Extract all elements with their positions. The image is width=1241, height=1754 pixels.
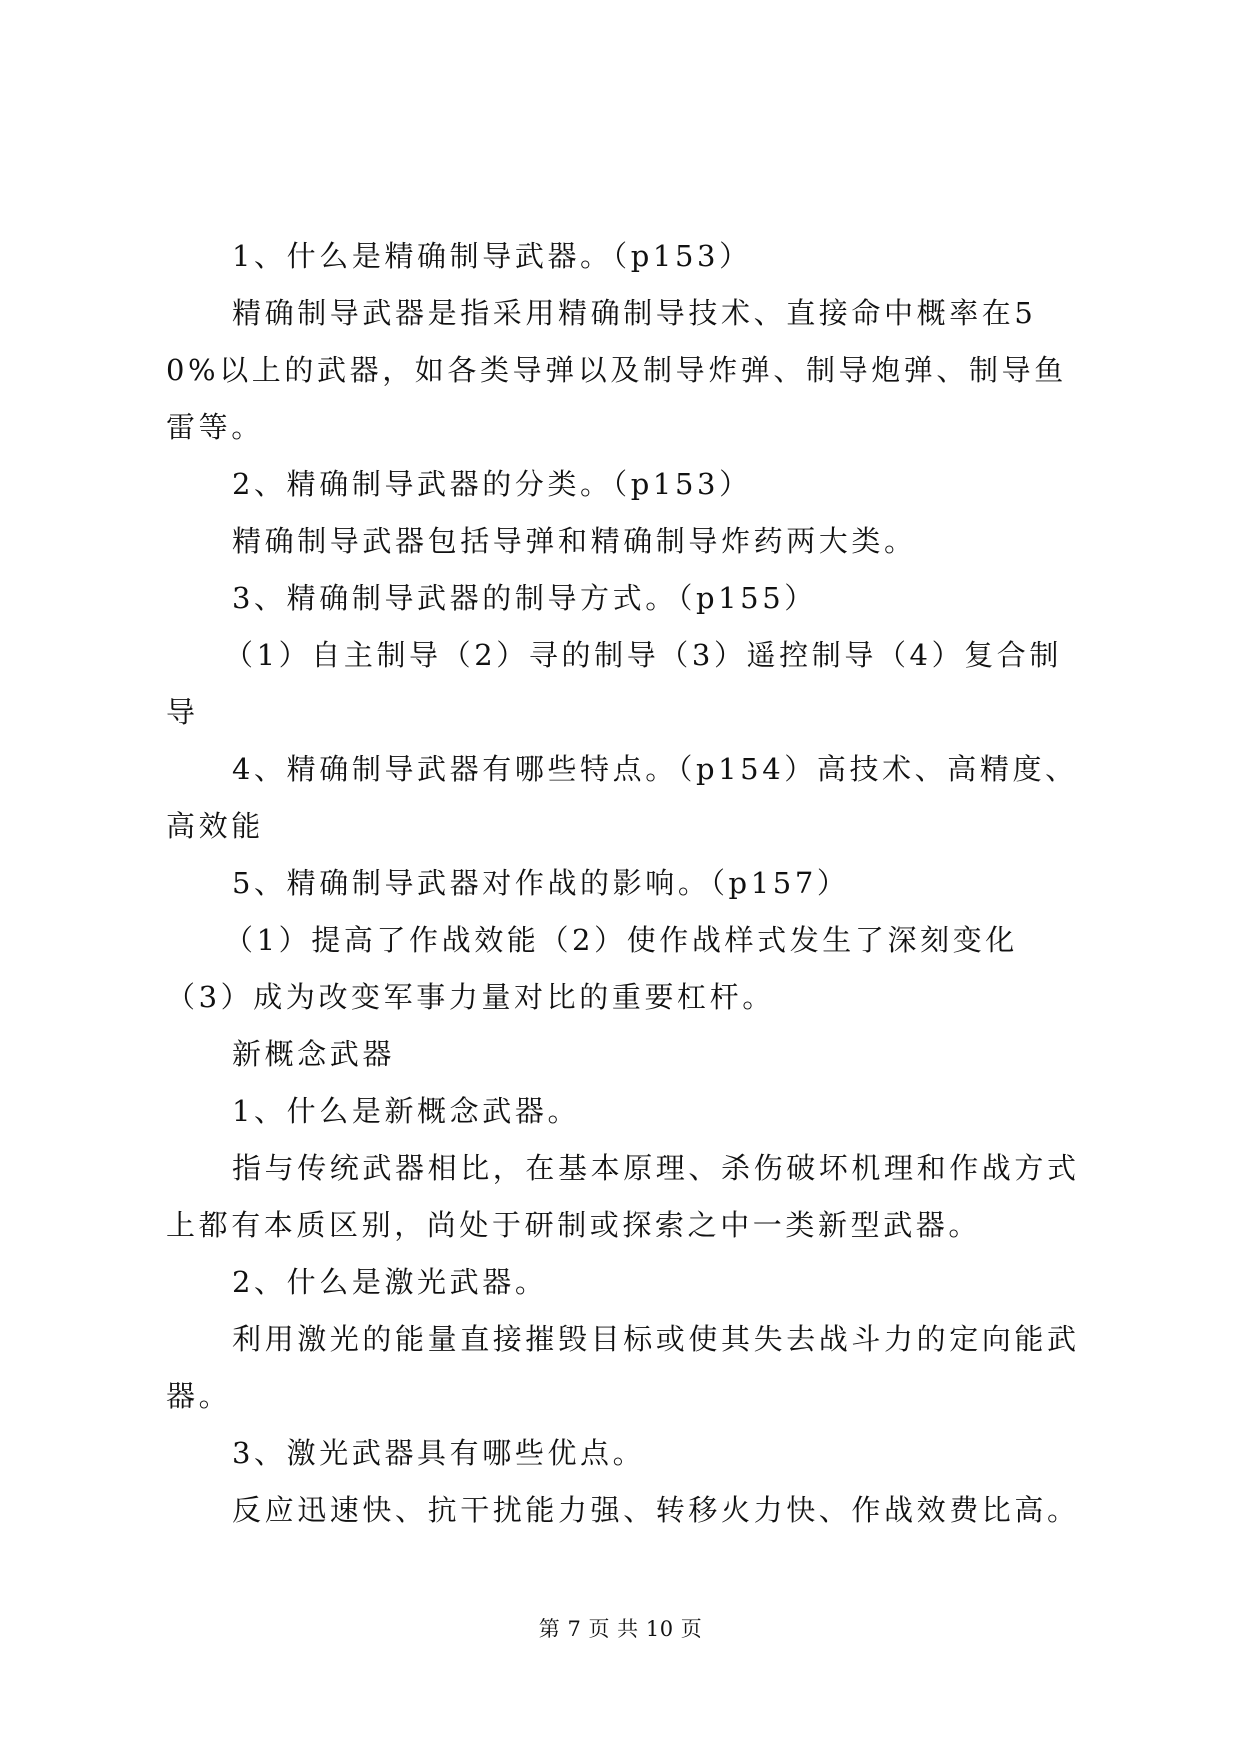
question-4-paragraph: 4、精确制导武器有哪些特点。（p154）高技术、高精度、高效能: [166, 752, 1078, 843]
answer-2-paragraph: 精确制导武器包括导弹和精确制导炸药两大类。: [232, 524, 917, 558]
question-5-heading: 5、精确制导武器对作战的影响。（p157）: [232, 866, 850, 900]
answer-new-2-paragraph: 利用激光的能量直接摧毁目标或使其失去战斗力的定向能武器。: [166, 1322, 1080, 1413]
question-2-heading: 2、精确制导武器的分类。（p153）: [232, 467, 752, 501]
section-heading-new-concept-weapons: 新概念武器: [232, 1037, 396, 1071]
question-new-2-heading: 2、什么是激光武器。: [232, 1265, 548, 1299]
question-new-1-heading: 1、什么是新概念武器。: [232, 1094, 581, 1128]
question-3-heading: 3、精确制导武器的制导方式。（p155）: [232, 581, 817, 615]
answer-5-paragraph: （1）提高了作战效能（2）使作战样式发生了深刻变化（3）成为改变军事力量对比的重要杠杆。: [166, 923, 1018, 1014]
question-1-heading: 1、什么是精确制导武器。（p153）: [232, 239, 752, 273]
answer-new-3-paragraph: 反应迅速快、抗干扰能力强、转移火力快、作战效费比高。: [232, 1493, 1080, 1527]
answer-1-paragraph: 精确制导武器是指采用精确制导技术、直接命中概率在50%以上的武器，如各类导弹以及制导炸弹、制导炮弹、制导鱼雷等。: [166, 296, 1067, 444]
answer-3-paragraph: （1）自主制导（2）寻的制导（3）遥控制导（4）复合制导: [166, 638, 1063, 729]
question-new-3-heading: 3、激光武器具有哪些优点。: [232, 1436, 646, 1470]
page-footer: 第 7 页 共 10 页: [538, 1617, 703, 1641]
answer-new-1-paragraph: 指与传统武器相比，在基本原理、杀伤破坏机理和作战方式上都有本质区别，尚处于研制或探索之中一类新型武器。: [166, 1151, 1080, 1242]
document-body: [166, 228, 1086, 1539]
